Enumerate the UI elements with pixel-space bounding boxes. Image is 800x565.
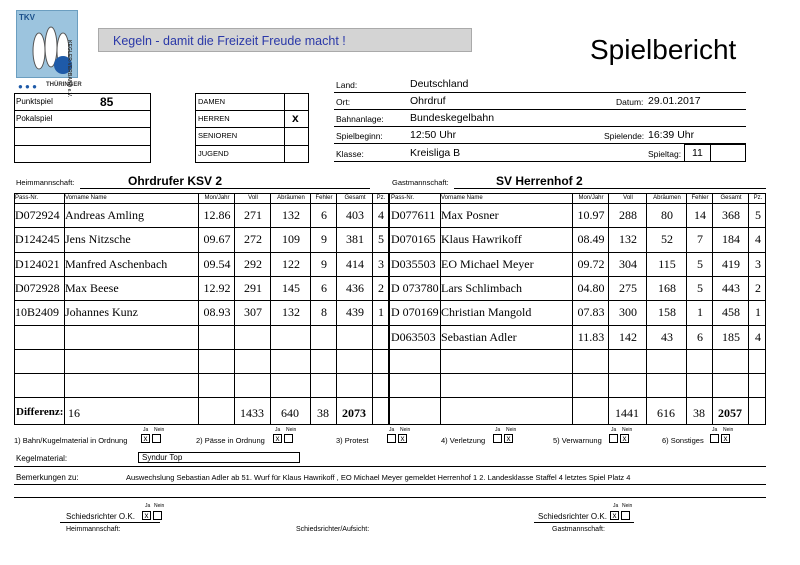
cell-pass: D035503	[391, 256, 436, 271]
total-gesamt: 2057	[718, 406, 742, 420]
land-value: Deutschland	[410, 78, 469, 90]
check-label: 1) Bahn/Kugelmaterial in Ordnung	[14, 436, 128, 445]
bemerkungen-value: Auswechslung Sebastian Adler ab 51. Wurf für Klaus Hawrikoff , EO Michael Meyer gemeldet Herrenhof 1 2. Landesklasse Staffel 4 letztes Spiel Platz 4	[126, 473, 631, 482]
col-header-pass: Pass-Nr.	[391, 195, 415, 201]
nein-label: Nein	[286, 427, 297, 433]
check-ja-checkbox[interactable]	[387, 434, 396, 443]
total-gesamt: 2073	[342, 406, 366, 420]
cell-pz: 5	[755, 208, 761, 222]
nein-label: Nein	[154, 503, 165, 509]
ja-label: Ja	[495, 427, 501, 433]
col-header-name: Vorname Name	[441, 195, 483, 201]
cell-abr: 145	[282, 280, 300, 295]
guest-team: SV Herrenhof 2	[496, 174, 583, 188]
sign-referee-label: Schiedsrichter/Aufsicht:	[296, 526, 370, 533]
cell-fehler: 9	[321, 232, 327, 247]
cell-mj: 07.83	[577, 305, 605, 320]
page-title: Spielbericht	[590, 34, 737, 65]
col-header-pass: Pass-Nr.	[15, 195, 39, 201]
col-header-voll: Voll	[248, 195, 258, 201]
cell-mj: 08.93	[203, 305, 231, 320]
land-label: Land:	[336, 80, 358, 90]
check-ja-checkbox[interactable]	[710, 434, 719, 443]
cell-abr: 52	[661, 232, 673, 247]
spielbeginn-value: 12:50 Uhr	[410, 129, 457, 141]
col-header-pz: Pz.	[753, 195, 763, 201]
check-label: 6) Sonstiges	[662, 436, 704, 445]
category-damen: DAMEN	[198, 97, 226, 106]
cell-mj: 08.49	[577, 232, 605, 247]
klasse-value: Kreisliga B	[410, 147, 461, 159]
col-header-gesamt: Gesamt	[720, 195, 742, 201]
grid-line	[14, 227, 766, 228]
check-nein-checkbox[interactable]: x	[620, 434, 629, 443]
cell-fehler: 6	[321, 208, 327, 222]
cell-name: Lars Schlimbach	[441, 280, 522, 295]
cell-abr: 109	[282, 232, 300, 247]
punktspiel-label: Punktspiel	[16, 97, 53, 106]
cell-pz: 4	[378, 208, 384, 222]
cell-voll: 291	[244, 280, 262, 295]
total-fehler: 38	[693, 406, 705, 420]
logo-bottom-text: THÜRINGER	[46, 82, 82, 88]
col-header-fehler: Fehler	[315, 195, 333, 201]
cell-pass: D072924	[15, 208, 60, 222]
nein-label: Nein	[622, 503, 633, 509]
cell-name: Manfred Aschenbach	[65, 256, 168, 271]
cell-gesamt: 184	[722, 232, 740, 247]
bemerkungen-label: Bemerkungen zu:	[16, 473, 79, 482]
cell-pz: 5	[378, 232, 384, 247]
col-header-mj: Mon/Jahr	[578, 195, 604, 201]
cell-abr: 158	[658, 305, 676, 320]
cell-name: Christian Mangold	[441, 305, 532, 320]
total-voll: 1433	[240, 406, 264, 420]
cell-name: Max Beese	[65, 280, 119, 295]
cell-gesamt: 436	[346, 280, 364, 295]
sign-home-label: Heimmannschaft:	[66, 526, 121, 533]
referee-home-nein-checkbox[interactable]	[153, 511, 162, 520]
cell-pass: 10B2409	[15, 305, 60, 320]
category-herren-mark: x	[292, 111, 299, 125]
datum-value: 29.01.2017	[648, 95, 701, 107]
cell-mj: 11.83	[577, 329, 605, 344]
cell-abr: 43	[661, 329, 673, 344]
ort-label: Ort:	[336, 97, 351, 107]
cell-mj: 12.92	[203, 280, 231, 295]
check-nein-checkbox[interactable]	[152, 434, 161, 443]
category-senioren: SENIOREN	[198, 131, 238, 140]
grid-line	[14, 349, 766, 350]
cell-abr: 168	[658, 280, 676, 295]
check-label: 4) Verletzung	[441, 436, 486, 445]
ja-label: Ja	[143, 427, 149, 433]
grid-line	[14, 325, 766, 326]
grid-line	[14, 373, 766, 374]
cell-pz: 2	[755, 280, 761, 295]
ort-value: Ohrdruf	[410, 95, 446, 107]
cell-mj: 12.86	[203, 208, 231, 222]
cell-pass: D063503	[391, 329, 436, 344]
total-voll: 1441	[615, 406, 639, 420]
cell-mj: 09.67	[203, 232, 231, 247]
bahnanlage-label: Bahnanlage:	[336, 114, 384, 124]
col-header-gesamt: Gesamt	[344, 195, 366, 201]
nein-label: Nein	[154, 427, 165, 433]
spielende-label: Spielende:	[604, 131, 645, 141]
cell-fehler: 14	[694, 208, 706, 222]
cell-name: Johannes Kunz	[65, 305, 138, 320]
cell-abr: 122	[282, 256, 300, 271]
cell-fehler: 6	[697, 329, 703, 344]
nein-label: Nein	[400, 427, 411, 433]
home-team: Ohrdrufer KSV 2	[128, 174, 223, 188]
check-nein-checkbox[interactable]: x	[398, 434, 407, 443]
grid-line	[14, 203, 766, 204]
cell-pass: D 070169	[391, 305, 439, 320]
category-jugend: JUGEND	[198, 149, 229, 158]
logo	[16, 10, 92, 98]
check-nein-checkbox[interactable]: x	[721, 434, 730, 443]
cell-fehler: 5	[697, 256, 703, 271]
check-label: 5) Verwarnung	[553, 436, 602, 445]
logo-dots: ● ● ●	[18, 82, 37, 91]
referee-guest-ja-checkbox[interactable]: x	[610, 511, 619, 520]
cell-voll: 132	[619, 232, 637, 247]
cell-fehler: 8	[321, 305, 327, 320]
check-nein-checkbox[interactable]: x	[504, 434, 513, 443]
cell-fehler: 1	[697, 305, 703, 320]
cell-name: Sebastian Adler	[441, 329, 517, 344]
check-label: 2) Pässe in Ordnung	[196, 436, 265, 445]
cell-voll: 304	[619, 256, 637, 271]
slogan-text: Kegeln - damit die Freizeit Freude macht !	[113, 34, 346, 48]
cell-pz: 3	[378, 256, 384, 271]
col-header-fehler: Fehler	[691, 195, 709, 201]
nein-label: Nein	[506, 427, 517, 433]
klasse-label: Klasse:	[336, 149, 364, 159]
cell-fehler: 6	[321, 280, 327, 295]
cell-gesamt: 439	[346, 305, 364, 320]
cell-pz: 1	[378, 305, 384, 320]
cell-voll: 307	[244, 305, 262, 320]
col-header-mj: Mon/Jahr	[204, 195, 230, 201]
cell-name: Jens Nitzsche	[65, 232, 131, 247]
referee-ok-guest-label: Schiedsrichter O.K.	[538, 512, 607, 521]
cell-name: Andreas Amling	[65, 208, 144, 222]
cell-gesamt: 414	[346, 256, 364, 271]
check-ja-checkbox[interactable]: x	[141, 434, 150, 443]
logo-side-text: KEGLER-VERBAND e.V.	[66, 40, 72, 98]
cell-pz: 1	[755, 305, 761, 320]
cell-fehler: 7	[697, 232, 703, 247]
total-fehler: 38	[317, 406, 329, 420]
cell-pass: D077611	[391, 208, 436, 222]
cell-voll: 275	[619, 280, 637, 295]
cell-abr: 132	[282, 208, 300, 222]
cell-pz: 3	[755, 256, 761, 271]
cell-name: Max Posner	[441, 208, 499, 222]
grid-line	[14, 252, 766, 253]
ja-label: Ja	[389, 427, 395, 433]
cell-gesamt: 458	[722, 305, 740, 320]
nein-label: Nein	[723, 427, 734, 433]
kegelmaterial-label: Kegelmaterial:	[16, 454, 68, 463]
referee-ok-home-label: Schiedsrichter O.K.	[66, 512, 135, 521]
cell-pass: D070165	[391, 232, 436, 247]
cell-voll: 142	[619, 329, 637, 344]
cell-mj: 09.54	[203, 256, 231, 271]
cell-pz: 4	[755, 232, 761, 247]
difference-label: Differenz:	[16, 406, 64, 418]
ja-label: Ja	[275, 427, 281, 433]
cell-gesamt: 443	[722, 280, 740, 295]
referee-home-ja-checkbox[interactable]: x	[142, 511, 151, 520]
col-header-abr: Abräumen	[653, 195, 681, 201]
category-herren: HERREN	[198, 114, 230, 123]
ja-label: Ja	[145, 503, 151, 509]
cell-gesamt: 381	[346, 232, 364, 247]
cell-gesamt: 403	[346, 208, 364, 222]
col-header-pz: Pz.	[376, 195, 386, 201]
spielbeginn-label: Spielbeginn:	[336, 131, 383, 141]
cell-pz: 2	[378, 280, 384, 295]
slogan-bar	[98, 28, 472, 52]
cell-abr: 132	[282, 305, 300, 320]
ja-label: Ja	[611, 427, 617, 433]
spieltag-label: Spieltag:	[648, 149, 682, 159]
total-abr: 640	[281, 406, 299, 420]
cell-fehler: 9	[321, 256, 327, 271]
kegelmaterial-value: Syndur Top	[142, 453, 183, 462]
cell-abr: 80	[661, 208, 673, 222]
cell-pass: D124245	[15, 232, 60, 247]
col-header-voll: Voll	[623, 195, 633, 201]
cell-gesamt: 419	[722, 256, 740, 271]
nein-label: Nein	[622, 427, 633, 433]
cell-name: Klaus Hawrikoff	[441, 232, 522, 247]
cell-mj: 09.72	[577, 256, 605, 271]
cell-voll: 300	[619, 305, 637, 320]
guest-label: Gastmannschaft:	[392, 178, 449, 187]
punktspiel-value: 85	[100, 95, 114, 109]
cell-mj: 04.80	[577, 280, 605, 295]
difference-value: 16	[68, 406, 80, 420]
cell-pz: 4	[755, 329, 761, 344]
cell-abr: 115	[658, 256, 676, 271]
col-header-abr: Abräumen	[277, 195, 305, 201]
cell-voll: 288	[619, 208, 637, 222]
cell-voll: 272	[244, 232, 262, 247]
check-ja-checkbox[interactable]	[609, 434, 618, 443]
ja-label: Ja	[712, 427, 718, 433]
logo-org: TKV	[19, 13, 35, 22]
cell-pass: D124021	[15, 256, 60, 271]
datum-label: Datum:	[616, 97, 644, 107]
cell-gesamt: 185	[722, 329, 740, 344]
spielende-value: 16:39 Uhr	[648, 129, 695, 141]
cell-voll: 292	[244, 256, 262, 271]
bahnanlage-value: Bundeskegelbahn	[410, 112, 495, 124]
spieltag-value: 11	[692, 147, 703, 159]
referee-guest-nein-checkbox[interactable]	[621, 511, 630, 520]
ja-label: Ja	[613, 503, 619, 509]
check-ja-checkbox[interactable]	[493, 434, 502, 443]
check-ja-checkbox[interactable]: x	[273, 434, 282, 443]
cell-pass: D072928	[15, 280, 60, 295]
grid-line	[14, 300, 766, 301]
cell-mj: 10.97	[577, 208, 605, 222]
home-label: Heimmannschaft:	[16, 178, 75, 187]
check-label: 3) Protest	[336, 436, 369, 445]
cell-voll: 271	[244, 208, 262, 222]
check-nein-checkbox[interactable]	[284, 434, 293, 443]
cell-pass: D 073780	[391, 280, 439, 295]
grid-line	[14, 397, 766, 398]
sign-guest-label: Gastmannschaft:	[552, 526, 605, 533]
cell-fehler: 5	[697, 280, 703, 295]
cell-name: EO Michael Meyer	[441, 256, 534, 271]
col-header-name: Vorname Name	[65, 195, 107, 201]
cell-gesamt: 368	[722, 208, 740, 222]
grid-line	[14, 276, 766, 277]
pokalspiel-label: Pokalspiel	[16, 114, 53, 123]
total-abr: 616	[657, 406, 675, 420]
